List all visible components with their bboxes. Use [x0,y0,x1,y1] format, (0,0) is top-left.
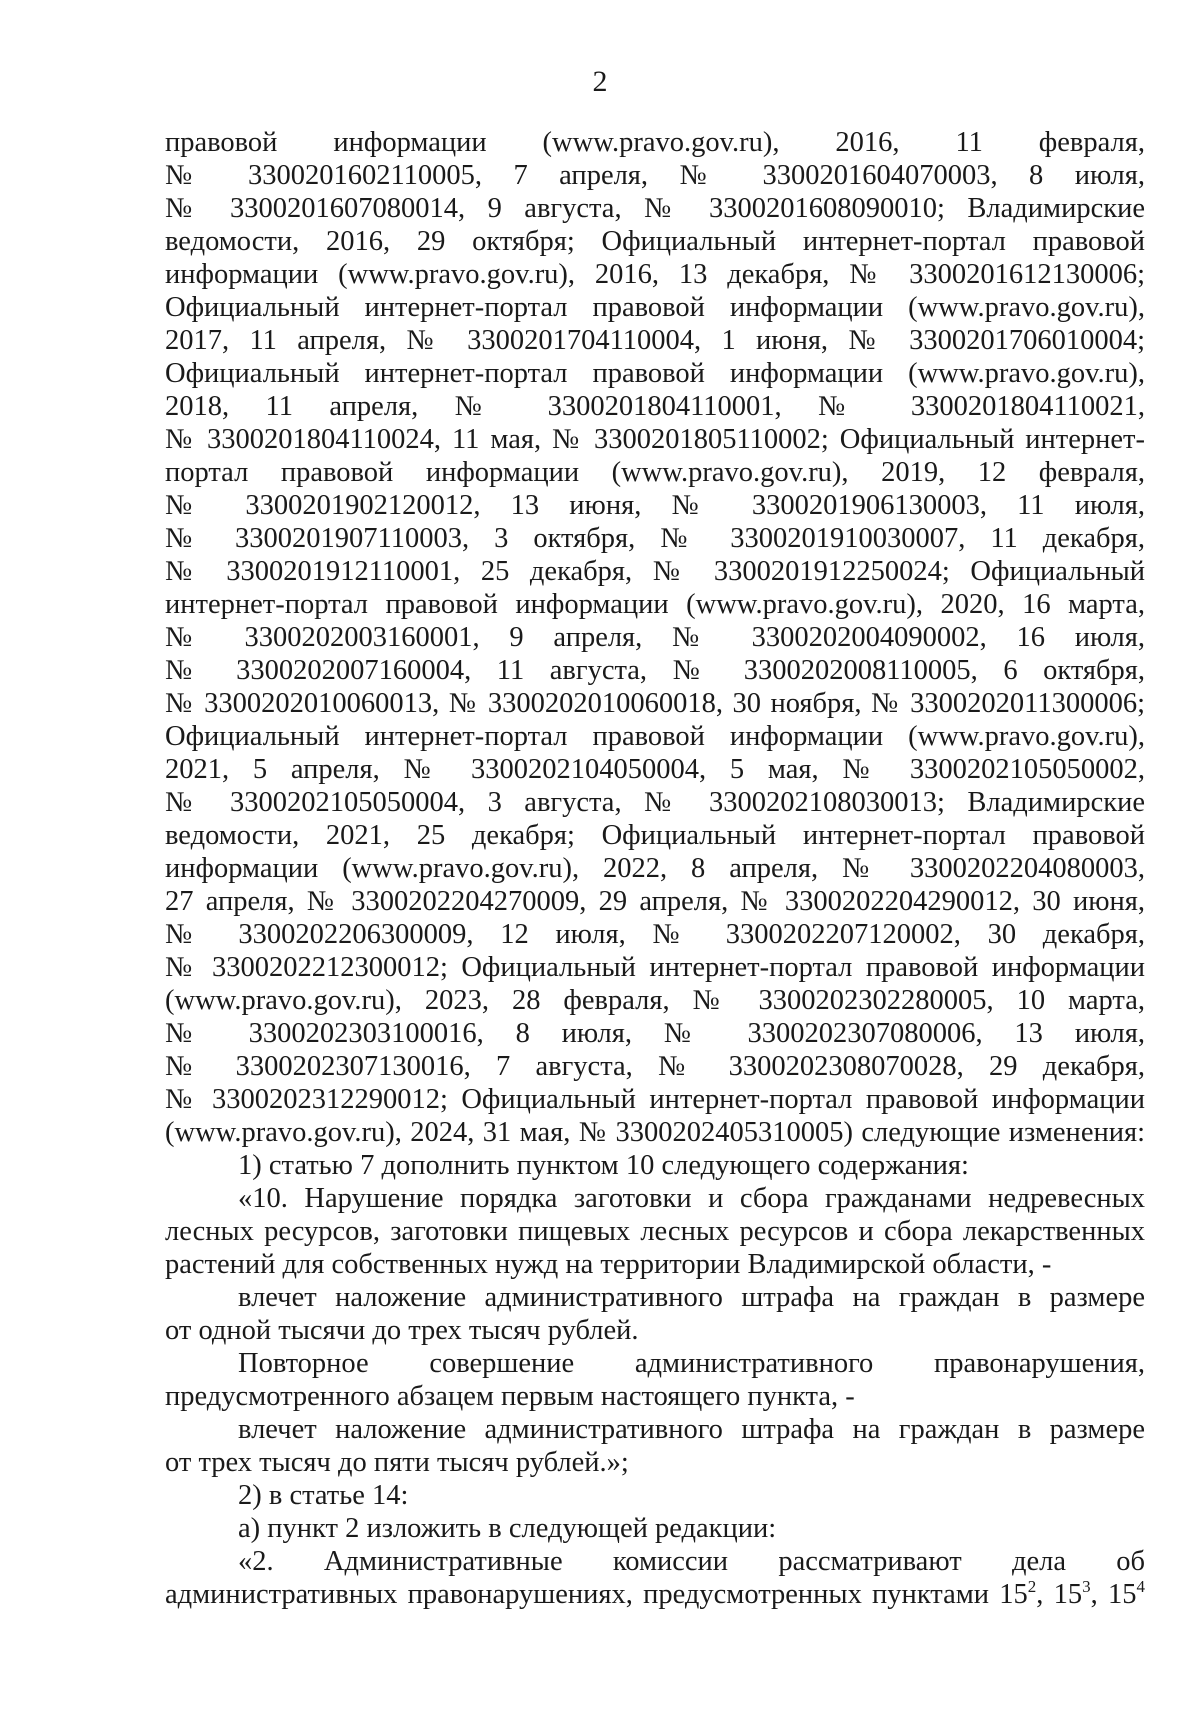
document-body [165,126,1145,1611]
text-line: 27 апреля, № 3300202204270009, 29 апреля, № 3300202204290012, 30 июня, [165,886,1145,917]
text-line: Повторное совершение административного правонарушения, [238,1348,1145,1379]
line-text: , 15 [1090,1579,1137,1610]
text-line: предусмотренного абзацем первым настоящего пункта, - [165,1381,855,1412]
text-line: информации (www.pravo.gov.ru), 2016, 13 декабря, № 3300201612130006; [165,259,1145,290]
superscript: 2 [1027,1577,1037,1596]
text-line: влечет наложение административного штрафа на граждан в размере [238,1414,1145,1445]
text-line: (www.pravo.gov.ru), 2024, 31 мая, № 3300202405310005) следующие изменения: [165,1117,1145,1148]
text-line: ведомости, 2016, 29 октября; Официальный интернет-портал правовой [165,226,1145,257]
text-line: № 3300201607080014, 9 августа, № 3300201608090010; Владимирские [165,193,1145,224]
text-line: (www.pravo.gov.ru), 2023, 28 февраля, № 3300202302280005, 10 марта, [165,985,1145,1016]
text-line: Официальный интернет-портал правовой информации (www.pravo.gov.ru), [165,292,1145,323]
amendment-item-2: 2) в статье 14: [238,1480,409,1511]
text-line: Официальный интернет-портал правовой информации (www.pravo.gov.ru), [165,721,1145,752]
text-line: «2. Административные комиссии рассматривают дела об [238,1546,1145,1577]
text-line: № 3300201804110024, 11 мая, № 3300201805110002; Официальный интернет- [165,424,1145,455]
text-line: от одной тысячи до трех тысяч рублей. [165,1315,639,1346]
amendment-subitem-a: а) пункт 2 изложить в следующей редакции: [238,1513,777,1544]
text-line: от трех тысяч до пяти тысяч рублей.»; [165,1447,629,1478]
text-line: правовой информации (www.pravo.gov.ru), 2016, 11 февраля, [165,127,1145,158]
text-line: ведомости, 2021, 25 декабря; Официальный интернет-портал правовой [165,820,1145,851]
text-line: № 3300202206300009, 12 июля, № 3300202207120002, 30 декабря, [165,919,1145,950]
text-line: № 3300201602110005, 7 апреля, № 3300201604070003, 8 июля, [165,160,1145,191]
text-line: № 3300202303100016, 8 июля, № 3300202307080006, 13 июля, [165,1018,1145,1049]
text-line: портал правовой информации (www.pravo.gov.ru), 2019, 12 февраля, [165,457,1145,488]
line-text: , 15 [1036,1579,1083,1610]
text-line: № 3300202010060013, № 3300202010060018, 30 ноября, № 3300202011300006; [165,688,1145,719]
text-line: № 3300201902120012, 13 июня, № 3300201906130003, 11 июля, [165,490,1145,521]
text-line: № 3300202307130016, 7 августа, № 3300202308070028, 29 декабря, [165,1051,1145,1082]
text-line: № 3300202312290012; Официальный интернет-портал правовой информации [165,1084,1145,1115]
text-line: лесных ресурсов, заготовки пищевых лесных ресурсов и сбора лекарственных [165,1216,1145,1247]
text-line: № 3300201912110001, 25 декабря, № 3300201912250024; Официальный [165,556,1145,587]
superscript: 4 [1136,1577,1146,1596]
page-number: 2 [592,65,608,98]
text-line: 2021, 5 апреля, № 3300202104050004, 5 мая, № 3300202105050002, [165,754,1145,785]
text-line: растений для собственных нужд на территории Владимирской области, - [165,1249,1052,1280]
text-line: № 3300202212300012; Официальный интернет-портал правовой информации [165,952,1145,983]
text-line: 2018, 11 апреля, № 3300201804110001, № 3300201804110021, [165,391,1145,422]
text-line: влечет наложение административного штрафа на граждан в размере [238,1282,1145,1313]
text-line: № 3300202007160004, 11 августа, № 3300202008110005, 6 октября, [165,655,1145,686]
text-line: 2017, 11 апреля, № 3300201704110004, 1 июня, № 3300201706010004; [165,325,1145,356]
superscript: 3 [1082,1577,1091,1596]
text-line: интернет-портал правовой информации (www.pravo.gov.ru), 2020, 16 марта, [165,589,1145,620]
text-line: Официальный интернет-портал правовой информации (www.pravo.gov.ru), [165,358,1145,389]
amendment-item-1: 1) статью 7 дополнить пунктом 10 следующего содержания: [238,1150,969,1181]
text-line: № 3300201907110003, 3 октября, № 3300201910030007, 11 декабря, [165,523,1145,554]
text-line: «10. Нарушение порядка заготовки и сбора гражданами недревесных [238,1183,1145,1214]
text-line: № 3300202003160001, 9 апреля, № 3300202004090002, 16 июля, [165,622,1145,653]
text-line: информации (www.pravo.gov.ru), 2022, 8 апреля, № 3300202204080003, [165,853,1145,884]
text-line: № 3300202105050004, 3 августа, № 3300202108030013; Владимирские [165,787,1145,818]
text-line-with-superscripts [165,1578,1145,1611]
line-text: административных правонарушениях, предусмотренных пунктами 15 [165,1579,1028,1610]
